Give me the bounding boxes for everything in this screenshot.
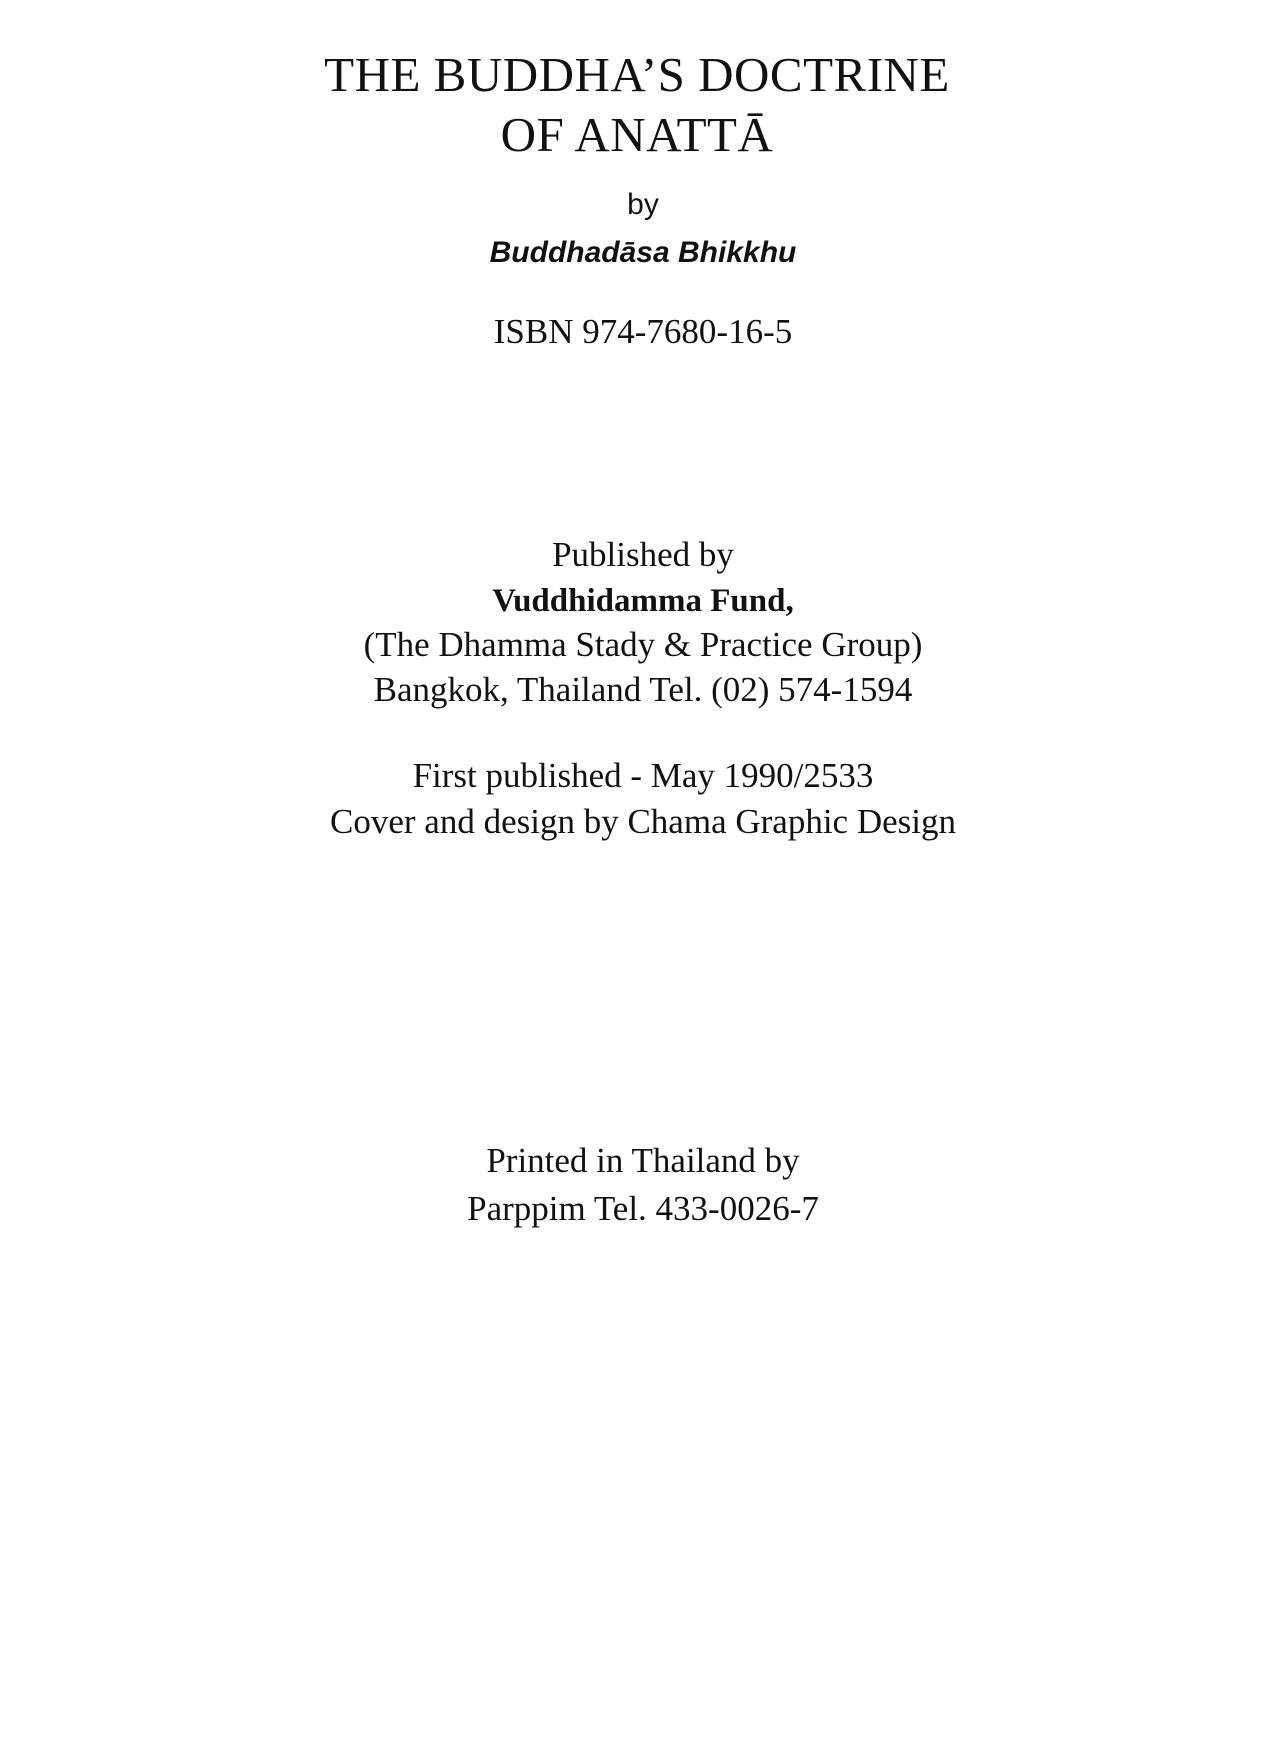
book-title-line-1: THE BUDDHA’S DOCTRINE [324, 47, 950, 102]
printed-by-label: Printed in Thailand by [486, 1141, 800, 1180]
printer-name: Parppim Tel. 433-0026-7 [467, 1189, 819, 1228]
publisher-group: (The Dhamma Stady & Practice Group) [363, 625, 923, 664]
book-title-line-2: OF ANATTĀ [500, 107, 774, 162]
first-published: First published - May 1990/2533 [412, 756, 874, 795]
published-by-label: Published by [552, 535, 734, 574]
by-label: by [627, 188, 659, 221]
cover-design-credit: Cover and design by Chama Graphic Design [330, 802, 956, 841]
isbn: ISBN 974-7680-16-5 [493, 312, 793, 351]
publisher-name: Vuddhidamma Fund, [492, 583, 794, 619]
publisher-address: Bangkok, Thailand Tel. (02) 574-1594 [373, 670, 913, 709]
author-name: Buddhadāsa Bhikkhu [489, 236, 797, 269]
